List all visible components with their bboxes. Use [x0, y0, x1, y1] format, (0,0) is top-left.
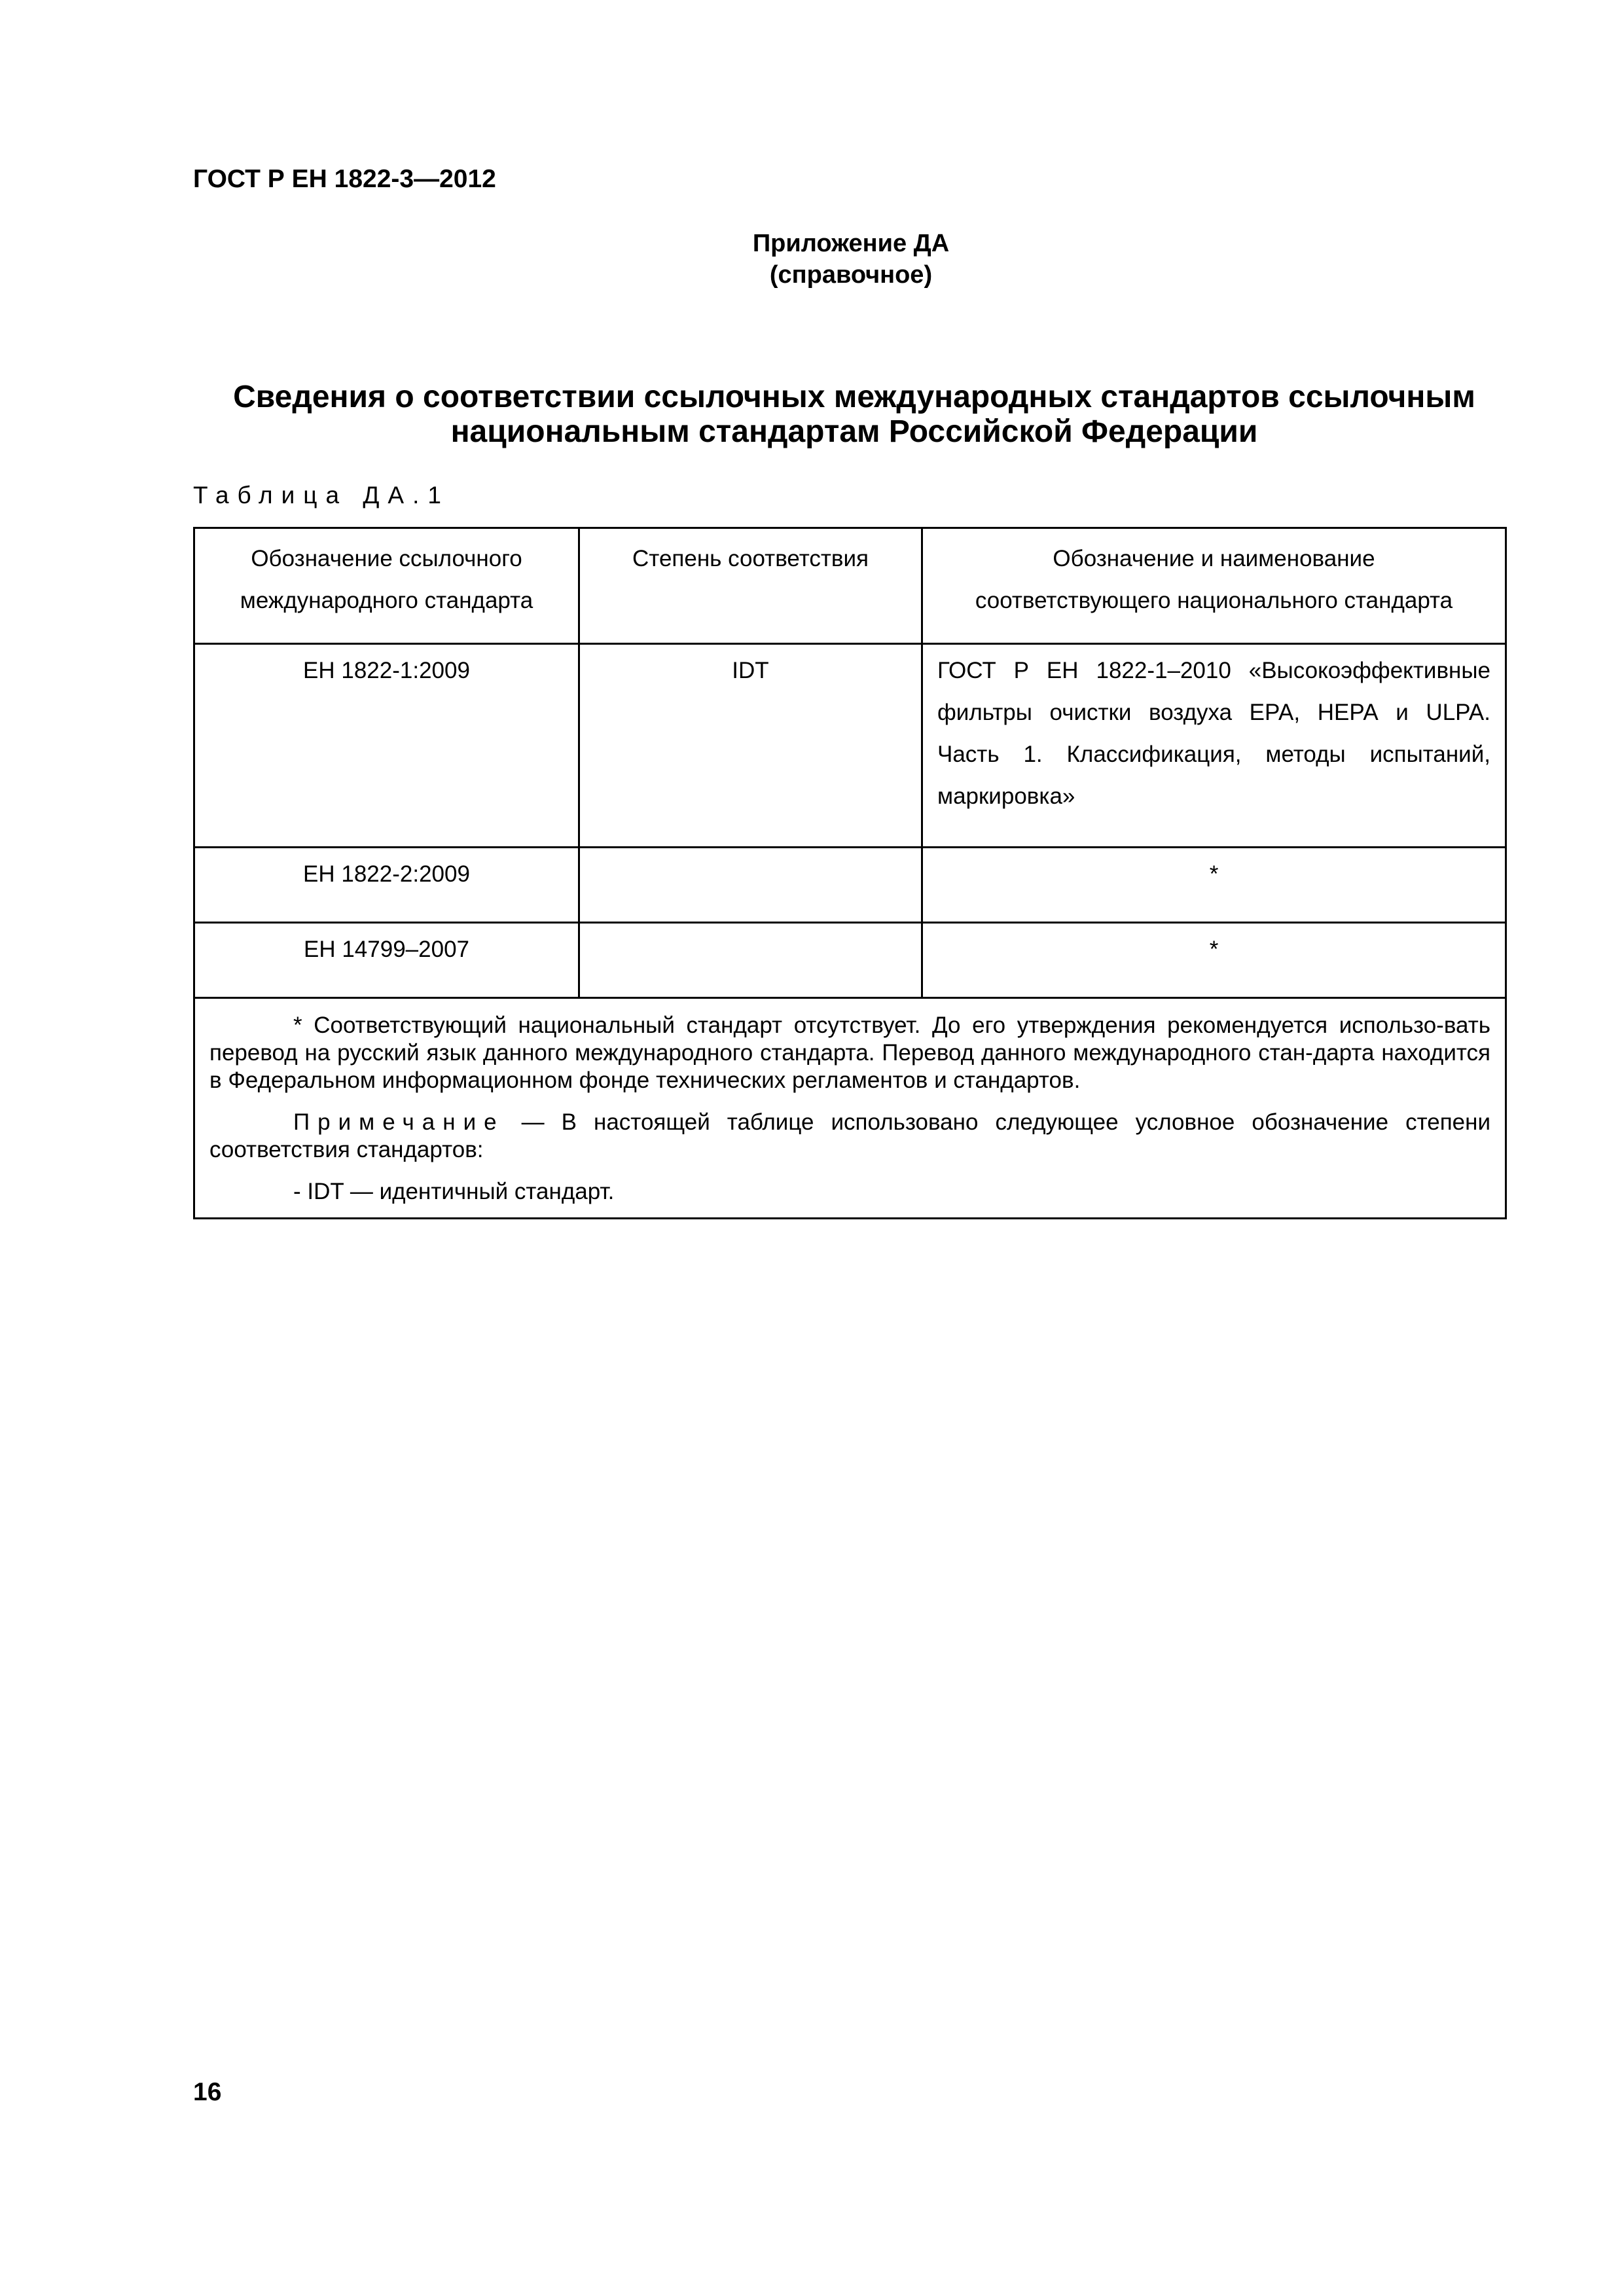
page-number: 16 — [193, 2078, 222, 2106]
document-title — [151, 380, 1558, 449]
cell-national-standard: * — [922, 923, 1506, 998]
cell-national-standard: * — [922, 848, 1506, 923]
cell-degree: IDT — [579, 644, 922, 848]
cell-degree — [579, 848, 922, 923]
legend-item: - IDT — идентичный стандарт. — [293, 1179, 615, 1204]
header-cell-degree — [579, 528, 922, 644]
header-cell-international-designation — [194, 528, 579, 644]
note — [209, 1109, 1490, 1164]
header-cell-national-standard — [922, 528, 1506, 644]
header-text: международного стандарта — [240, 588, 533, 613]
header-text: Обозначение ссылочного — [251, 546, 522, 571]
table-notes-row — [194, 998, 1506, 1219]
header-text: Степень соответствия — [632, 546, 869, 571]
appendix-type: (справочное) — [769, 261, 933, 289]
correspondence-table — [193, 527, 1507, 1219]
table-row — [194, 923, 1506, 998]
cell-national-standard: ГОСТ Р ЕН 1822-1–2010 «Высокоэффективные фильтры очистки воздуха ЕРА, НЕРА и ULPA. Часть 1. Классификация, методы испытаний, маркировка» — [922, 644, 1506, 848]
cell-designation: ЕН 1822-2:2009 — [194, 848, 579, 923]
header-text: соответствующего национального стандарта — [975, 588, 1453, 613]
table-header-row — [194, 528, 1506, 644]
cell-degree — [579, 923, 922, 998]
note-text: — В настоящей таблице использовано следующее условное обозначение степени соответствия стандартов: — [209, 1109, 1490, 1162]
table-row — [194, 644, 1506, 848]
title-line-2: национальным стандартам Российской Федерации — [450, 414, 1258, 449]
document-header-code: ГОСТ Р ЕН 1822-3—2012 — [193, 165, 496, 193]
footnote: * Соответствующий национальный стандарт отсутствует. До его утверждения рекомендуется использо-вать перевод на русский язык данного международного стандарта. Перевод данного международного стан-дарта находится в Федеральном информационном фонде технических регламентов и стандартов. — [209, 1013, 1490, 1093]
appendix-label: Приложение ДА — [752, 230, 950, 257]
title-line-1: Сведения о соответствии ссылочных международных стандартов ссылочным — [233, 380, 1475, 414]
table-notes-cell — [194, 998, 1506, 1219]
table-row — [194, 848, 1506, 923]
note-label: Примечание — [293, 1109, 505, 1135]
cell-designation: ЕН 14799–2007 — [194, 923, 579, 998]
table-caption: Таблица ДА.1 — [193, 482, 450, 509]
appendix-heading — [655, 228, 1047, 291]
header-text: Обозначение и наименование — [1053, 546, 1375, 571]
cell-designation: ЕН 1822-1:2009 — [194, 644, 579, 848]
